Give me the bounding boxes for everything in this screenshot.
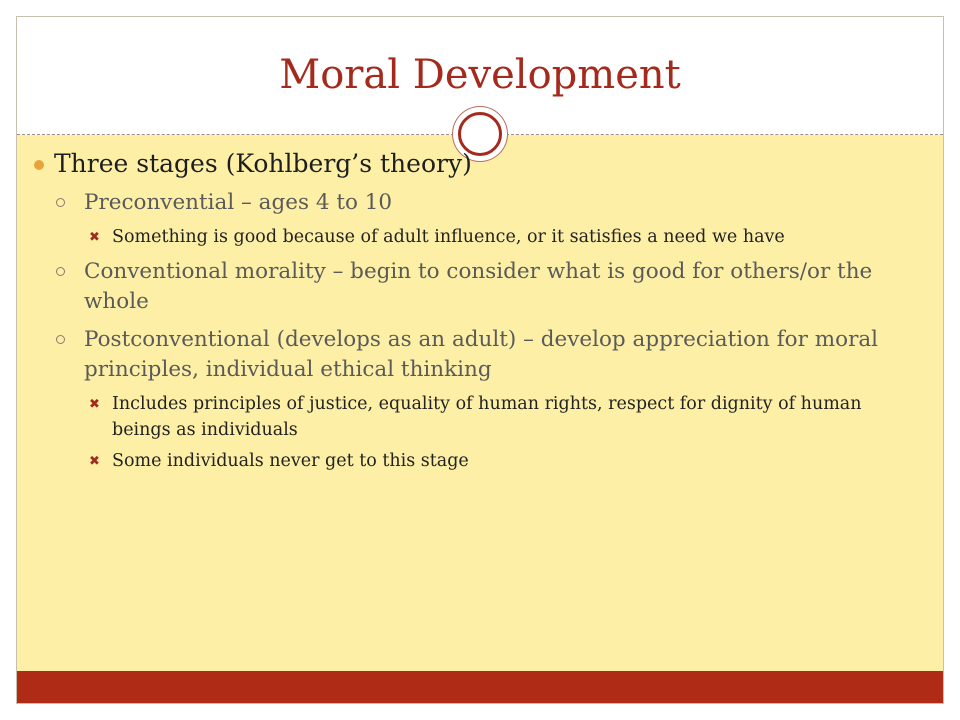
bullet-level2 xyxy=(34,188,904,218)
bullet-text: Three stages (Kohlberg’s theory) xyxy=(54,149,472,178)
hollow-circle-bullet-icon xyxy=(56,198,65,207)
bullet-level3 xyxy=(34,224,904,250)
x-bullet-icon: ✖ xyxy=(89,230,100,245)
bullet-level3 xyxy=(34,448,904,474)
bullet-text: Something is good because of adult influence, or it satisfies a need we have xyxy=(112,227,785,247)
x-bullet-icon: ✖ xyxy=(89,397,100,412)
bullet-list xyxy=(34,148,904,481)
bullet-level2 xyxy=(34,325,904,385)
bullet-text: Conventional morality – begin to consider what is good for others/or the whole xyxy=(84,259,873,314)
hollow-circle-bullet-icon xyxy=(56,335,65,344)
slide-title: Moral Development xyxy=(279,52,681,98)
bullet-text: Some individuals never get to this stage xyxy=(112,451,469,471)
bullet-level2 xyxy=(34,257,904,317)
bullet-level1 xyxy=(34,148,904,180)
x-bullet-icon: ✖ xyxy=(89,454,100,469)
bullet-text: Preconvential – ages 4 to 10 xyxy=(84,190,393,215)
bullet-level3 xyxy=(34,391,904,443)
filled-circle-bullet-icon xyxy=(34,160,44,170)
footer-bar xyxy=(17,671,943,703)
bullet-text: Postconventional (develops as an adult) – develop appreciation for moral principles, individual ethical thinking xyxy=(84,327,879,382)
bullet-text: Includes principles of justice, equality of human rights, respect for dignity of human beings as individuals xyxy=(112,394,862,440)
hollow-circle-bullet-icon xyxy=(56,267,65,276)
